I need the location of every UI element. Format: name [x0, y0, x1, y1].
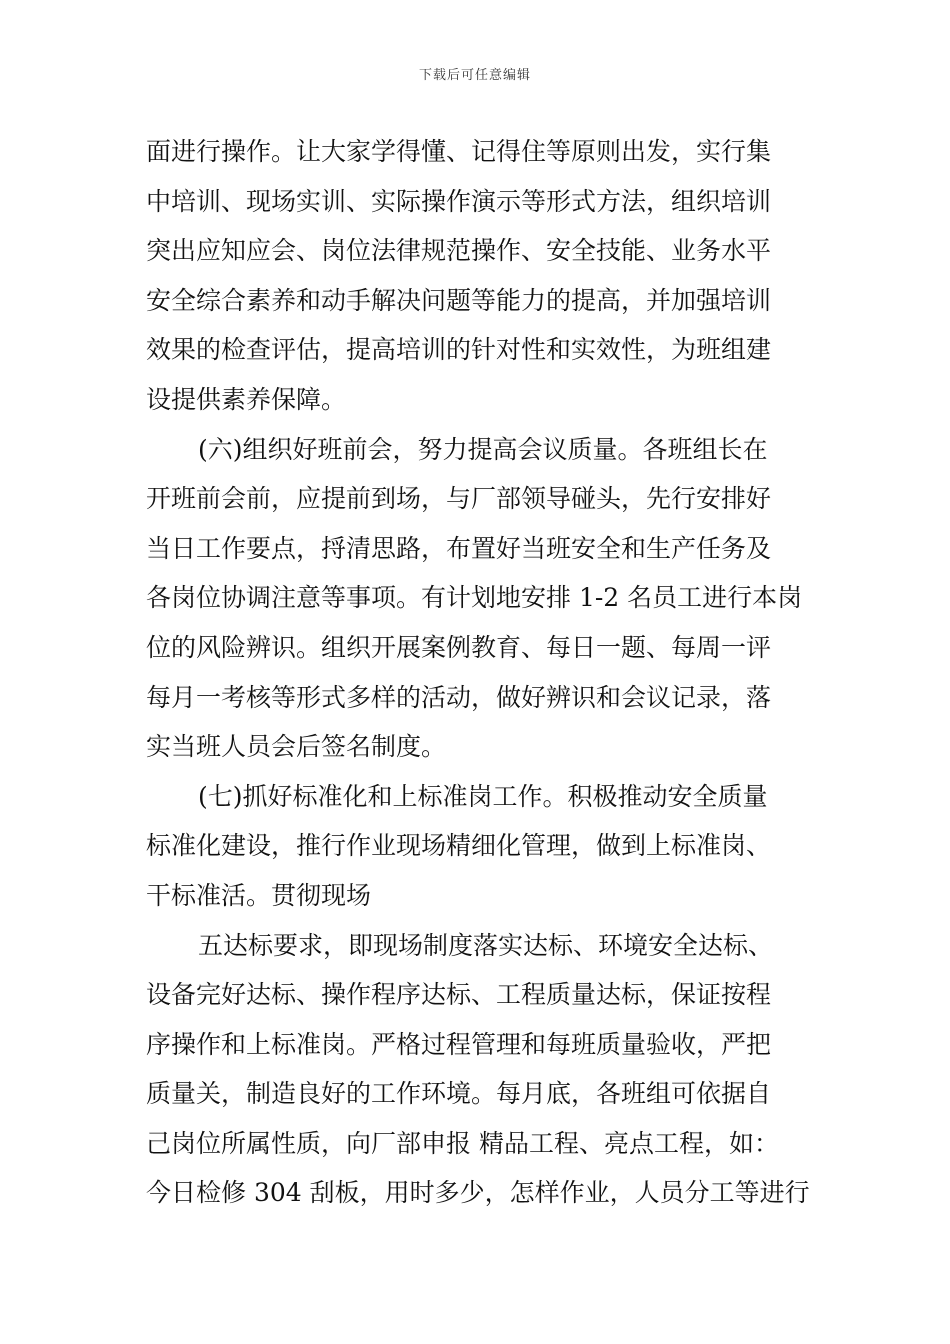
paragraph-start-line: 五达标要求，即现场制度落实达标、环境安全达标、: [198, 930, 774, 960]
paragraph-start-line: (六)组织好班前会，努力提高会议质量。各班组长在: [198, 434, 768, 464]
document-body: [146, 127, 810, 1218]
text-line: 当日工作要点，捋清思路，布置好当班安全和生产任务及: [146, 533, 772, 563]
text-line: 每月一考核等形式多样的活动，做好辨识和会议记录，落: [146, 682, 772, 712]
text-line: 质量关，制造良好的工作环境。每月底，各班组可依据自: [146, 1079, 772, 1109]
text-line: 序操作和上标准岗。严格过程管理和每班质量验收，严把: [146, 1029, 772, 1059]
text-line: 己岗位所属性质，向厂部申报 精品工程、亮点工程，如：: [146, 1128, 779, 1158]
text-line: 开班前会前，应提前到场，与厂部领导碰头，先行安排好: [146, 484, 772, 514]
text-line: 安全综合素养和动手解决问题等能力的提高，并加强培训: [146, 285, 772, 315]
text-line: 干标准活。贯彻现场: [146, 880, 372, 910]
text-line: 突出应知应会、岗位法律规范操作、安全技能、业务水平: [146, 236, 772, 266]
text-line: 位的风险辨识。组织开展案例教育、每日一题、每周一评: [146, 632, 772, 662]
text-line: 中培训、现场实训、实际操作演示等形式方法，组织培训: [146, 186, 772, 216]
text-line: 设提供素养保障。: [146, 384, 347, 414]
text-line: 今日检修 304 刮板，用时多少，怎样作业，人员分工等进行: [146, 1178, 810, 1208]
text-line: 实当班人员会后签名制度。: [146, 732, 447, 762]
page-header: 下载后可任意编辑: [418, 68, 531, 83]
text-line: 各岗位协调注意等事项。有计划地安排 1-2 名员工进行本岗: [146, 583, 803, 613]
paragraph-start-line: (七)抓好标准化和上标准岗工作。积极推动安全质量: [198, 781, 768, 811]
text-line: 面进行操作。让大家学得懂、记得住等原则出发，实行集: [146, 137, 772, 166]
text-line: 标准化建设，推行作业现场精细化管理，做到上标准岗、: [146, 831, 772, 861]
text-line: 设备完好达标、操作程序达标、工程质量达标，保证按程: [146, 980, 772, 1010]
text-line: 效果的检查评估，提高培训的针对性和实效性，为班组建: [146, 335, 772, 365]
